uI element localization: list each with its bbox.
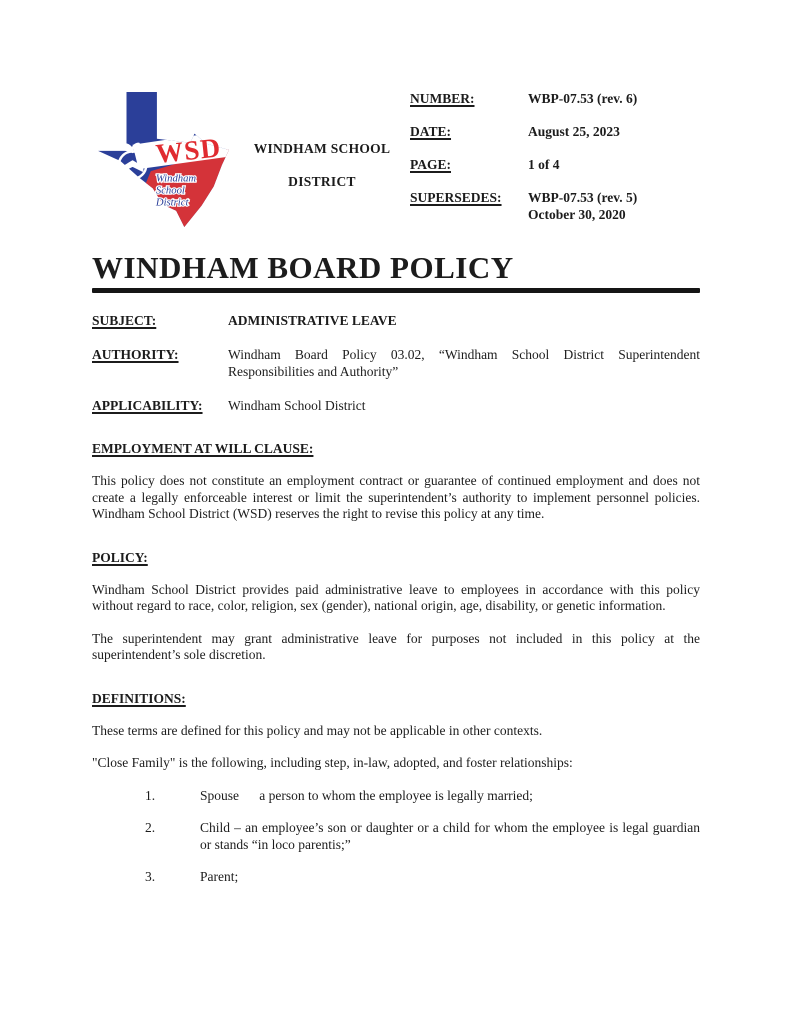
logo-wsd-text: WSD: [154, 132, 223, 170]
header-meta-table: [410, 88, 700, 239]
number-label: NUMBER:: [410, 91, 475, 106]
close-family-list: [92, 787, 704, 886]
document-header: [92, 88, 700, 239]
section-paragraph: This policy does not constitute an employment contract or guarantee of continued employment and does not create a legally enforceable interest or limit the superintendent’s authority to implement personnel policies. Windham School District (WSD) reserves the right to revise this policy at any time.: [92, 473, 700, 521]
list-item-text: Child – an employee’s son or daughter or a child for whom the employee is legal guardian or stands “in loco parentis;”: [200, 820, 704, 852]
section-employment-at-will: [92, 440, 700, 523]
header-row-page: [410, 156, 700, 173]
page-value: 1 of 4: [528, 157, 560, 172]
applicability-label: APPLICABILITY:: [92, 398, 203, 413]
supersedes-label: SUPERSEDES:: [410, 190, 502, 205]
header-row-number: [410, 90, 700, 107]
applicability-value: Windham School District: [228, 398, 366, 413]
applicability-row: [92, 397, 700, 414]
list-item: [145, 869, 700, 886]
org-name-line2: DISTRICT: [288, 174, 356, 189]
list-item-number: 1.: [145, 787, 156, 803]
logo-district-line3: District: [155, 197, 189, 209]
subject-value: ADMINISTRATIVE LEAVE: [228, 313, 397, 328]
list-item-text: Spouse a person to whom the employee is legally married;: [200, 787, 533, 803]
supersedes-value-line2: October 30, 2020: [528, 207, 626, 222]
list-item-text: Parent;: [200, 869, 239, 884]
page-label: PAGE:: [410, 157, 451, 172]
supersedes-value-line1: WBP-07.53 (rev. 5): [528, 190, 638, 205]
policy-meta-table: [92, 312, 700, 414]
authority-row: [92, 346, 700, 380]
section-heading: POLICY:: [92, 549, 148, 565]
header-row-date: [410, 123, 700, 140]
section-paragraph: The superintendent may grant administrative leave for purposes not included in this policy at the superintendent’s sole discretion.: [92, 630, 700, 662]
org-name-line1: WINDHAM SCHOOL: [253, 141, 391, 156]
logo-district-line1: Windham: [155, 173, 197, 185]
org-name-block: [234, 88, 410, 198]
page-title: WINDHAM BOARD POLICY: [92, 250, 514, 285]
list-item: [145, 788, 700, 805]
section-paragraph: Windham School District provides paid administrative leave to employees in accordance with this policy without regard to race, color, religion, sex (gender), national origin, age, disability, or genetic information.: [92, 581, 700, 613]
section-paragraph: These terms are defined for this policy and may not be applicable in other contexts.: [92, 722, 543, 738]
wsd-texas-logo: [92, 88, 234, 230]
authority-value: Windham Board Policy 03.02, “Windham School District Superintendent Responsibilities and Authority”: [228, 347, 700, 379]
date-label: DATE:: [410, 124, 452, 139]
title-rule: [92, 288, 700, 293]
date-value: August 25, 2023: [528, 124, 620, 139]
subject-label: SUBJECT:: [92, 313, 157, 328]
section-heading: DEFINITIONS:: [92, 690, 186, 706]
authority-label: AUTHORITY:: [92, 347, 179, 362]
number-value: WBP-07.53 (rev. 6): [528, 91, 638, 106]
list-item-number: 2.: [145, 820, 156, 835]
supersedes-value: [528, 189, 700, 223]
list-item: [145, 820, 704, 853]
section-policy: [92, 549, 700, 664]
list-item-number: 3.: [145, 869, 156, 884]
logo-district-line2: School: [155, 185, 185, 197]
subject-row: [92, 312, 700, 329]
section-paragraph: "Close Family" is the following, including step, in-law, adopted, and foster relationships:: [92, 755, 573, 770]
texas-outline-icon: [92, 88, 234, 230]
header-row-supersedes: [410, 189, 700, 223]
section-definitions: [92, 690, 704, 886]
section-heading: EMPLOYMENT AT WILL CLAUSE:: [92, 441, 314, 456]
